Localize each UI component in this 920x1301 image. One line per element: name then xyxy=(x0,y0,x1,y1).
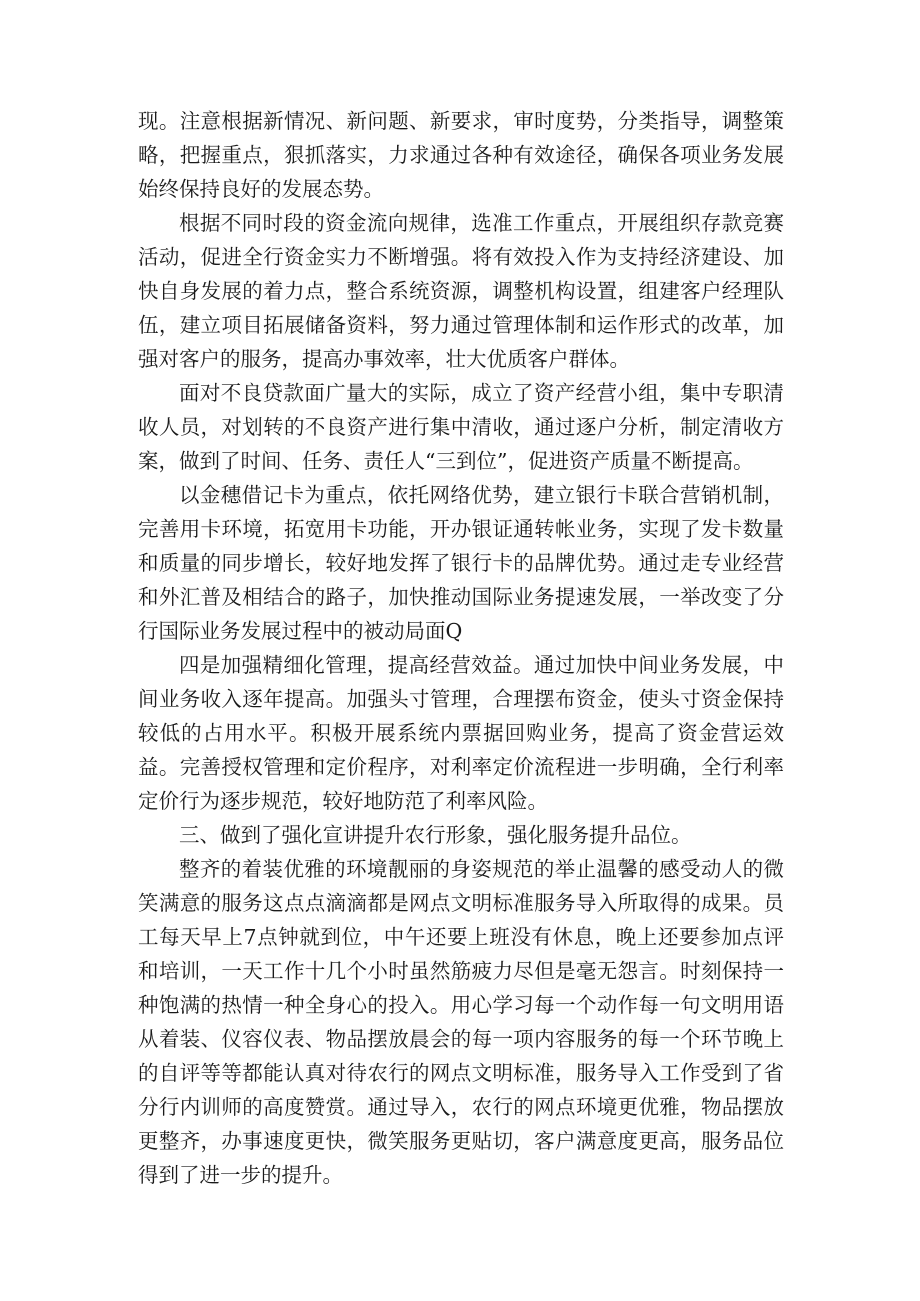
section-heading: 三、做到了强化宣讲提升农行形象，强化服务提升品位。 xyxy=(179,823,692,847)
paragraph-1: 现。注意根据新情况、新问题、新要求，审时度势，分类指导，调整策略，把握重点，狠抓落实，力求通过各种有效途径，确保各项业务发展始终保持良好的发展态势。 xyxy=(138,109,784,201)
paragraph-2: 根据不同时段的资金流向规律，选准工作重点，开展组织存款竞赛活动，促进全行资金实力不断增强。将有效投入作为支持经济建设、加快自身发展的着力点，整合系统资源，调整机构设置，组建客户经理队伍，建立项目拓展储备资料，努力通过管理体制和运作形式的改革，加强对客户的服务，提高办事效率，壮大优质客户群体。 xyxy=(138,211,784,371)
paragraph-5: 四是加强精细化管理，提高经营效益。通过加快中间业务发展，中间业务收入逐年提高。加强头寸管理，合理摆布资金，使头寸资金保持较低的占用水平。积极开展系统内票据回购业务，提高了资金营运效益。完善授权管理和定价程序，对利率定价流程进一步明确，全行利率定价行为逐步规范，较好地防范了利率风险。 xyxy=(138,653,784,813)
paragraph-4: 以金穗借记卡为重点，依托网络优势，建立银行卡联合营销机制，完善用卡环境，拓宽用卡功能，开办银证通转帐业务，实现了发卡数量和质量的同步增长，较好地发挥了银行卡的品牌优势。通过走专业经营和外汇普及相结合的路子，加快推动国际业务提速发展，一举改变了分行国际业务发展过程中的被动局面Q xyxy=(138,483,784,643)
paragraph-3: 面对不良贷款面广量大的实际，成立了资产经营小组，集中专职清收人员，对划转的不良资产进行集中清收，通过逐户分析，制定清收方案，做到了时间、任务、责任人“三到位”，促进资产质量不断提高。 xyxy=(138,381,784,473)
paragraph-7: 整齐的着装优雅的环境靓丽的身姿规范的举止温馨的感受动人的微笑满意的服务这点点滴滴都是网点文明标准服务导入所取得的成果。员工每天早上7点钟就到位，中午还要上班没有休息，晚上还要参加点评和培训，一天工作十几个小时虽然筋疲力尽但是毫无怨言。时刻保持一种饱满的热情一种全身心的投入。用心学习每一个动作每一句文明用语从着装、仪容仪表、物品摆放晨会的每一项内容服务的每一个环节晚上的自评等等都能认真对待农行的网点文明标准，服务导入工作受到了省分行内训师的高度赞赏。通过导入，农行的网点环境更优雅，物品摆放更整齐，办事速度更快，微笑服务更贴切，客户满意度更高，服务品位得到了进一步的提升。 xyxy=(138,857,784,1187)
document-page xyxy=(138,104,784,1192)
